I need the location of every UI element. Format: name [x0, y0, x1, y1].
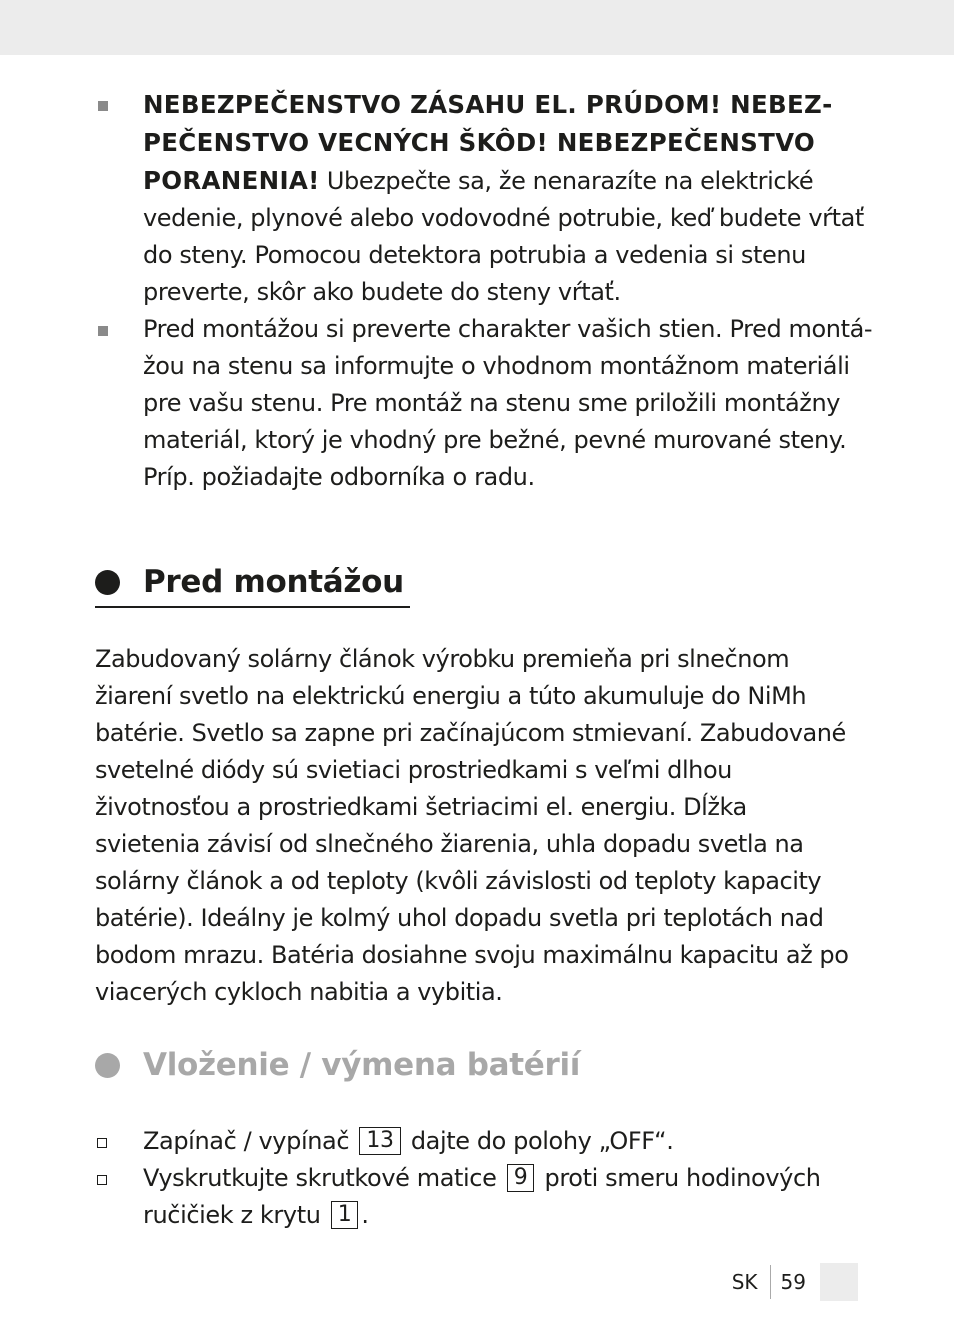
list-item: [95, 86, 875, 311]
heading-underline: [95, 606, 410, 608]
step-text: .: [361, 1201, 369, 1229]
section-heading-vlozenie-bateri: [95, 1045, 580, 1085]
reference-number: 1: [331, 1201, 359, 1229]
step-text: Vyskrutkujte skrutkové matice: [143, 1164, 497, 1192]
square-bullet-icon: [98, 326, 108, 336]
reference-number: 13: [359, 1127, 400, 1155]
body-paragraph: Zabudovaný solárny článok výrobku premieňa pri slnečnom žiarení svetlo na elektrickú energiu a túto akumuluje do NiMh batérie. Svetlo sa zapne pri začínajúcom stmievaní. Zabudované svetelné diódy sú svietiaci prostriedkami s veľmi dlhou životnosťou a prostriedkami šetriacimi el. energiu. Dĺžka svietenia závisí od slnečného žiarenia, uhla dopadu svetla na solárny článok a od teploty (kvôli závislosti od teploty kapacity batérie). Ideálny je kolmý uhol dopadu svetla pri teplotách nad bodom mrazu. Batéria dosiahne svoju maximálnu kapacitu až po viacerých cykloch nabitia a vybitia.: [95, 645, 849, 1006]
page-tab-marker: [820, 1263, 858, 1301]
step-text: dajte do polohy „OFF“.: [410, 1127, 674, 1155]
reference-number: 9: [507, 1164, 535, 1192]
section-title: Vloženie / výmena batérií: [143, 1047, 581, 1083]
square-bullet-icon: [98, 101, 108, 111]
note-text: Pred montážou si preverte charakter vašich stien. Pred montážou na stenu sa informujte o vhodnom montážnom materiáli pre vašu stenu. Pre montáž na stenu sme priložili montážny materiál, ktorý je vhodný pre bežné, pevné murované steny. Príp. požiadajte odborníka o radu.: [143, 315, 873, 491]
footer-divider: [770, 1265, 771, 1299]
warning-text: Ubezpečte sa, že nenarazíte na elektrické vedenie, plynové alebo vodovodné potrubie, keď budete vŕtať do steny. Pomocou detektora potrubia a vedenia si stenu preverte, skôr ako budete do steny vŕtať.: [143, 167, 864, 306]
warning-heading: NEBEZPEČENSTVO ZÁSAHU EL. PRÚDOM! NEBEZPEČENSTVO VECNÝCH ŠKÔD! NEBEZPEČENSTVO PORANENIA!: [143, 90, 833, 195]
language-code: SK: [731, 1270, 758, 1294]
list-item: [95, 311, 875, 496]
safety-notes: [95, 86, 875, 496]
section-title: Pred montážou: [143, 564, 404, 600]
list-item: [95, 1123, 855, 1160]
checkbox-icon: [97, 1175, 107, 1185]
step-text: proti smeru hodinových ručičiek z krytu: [143, 1164, 821, 1229]
section-heading-pred-montazou: [95, 562, 404, 602]
header-band: [0, 0, 954, 55]
page-footer: [732, 1263, 858, 1301]
section-dot-icon: [95, 1053, 120, 1078]
section-dot-icon: [95, 570, 120, 595]
step-text: Zapínač / vypínač: [143, 1127, 350, 1155]
steps-list: [95, 1123, 855, 1234]
page-number: 59: [780, 1270, 806, 1294]
list-item: [95, 1160, 855, 1234]
checkbox-icon: [97, 1138, 107, 1148]
